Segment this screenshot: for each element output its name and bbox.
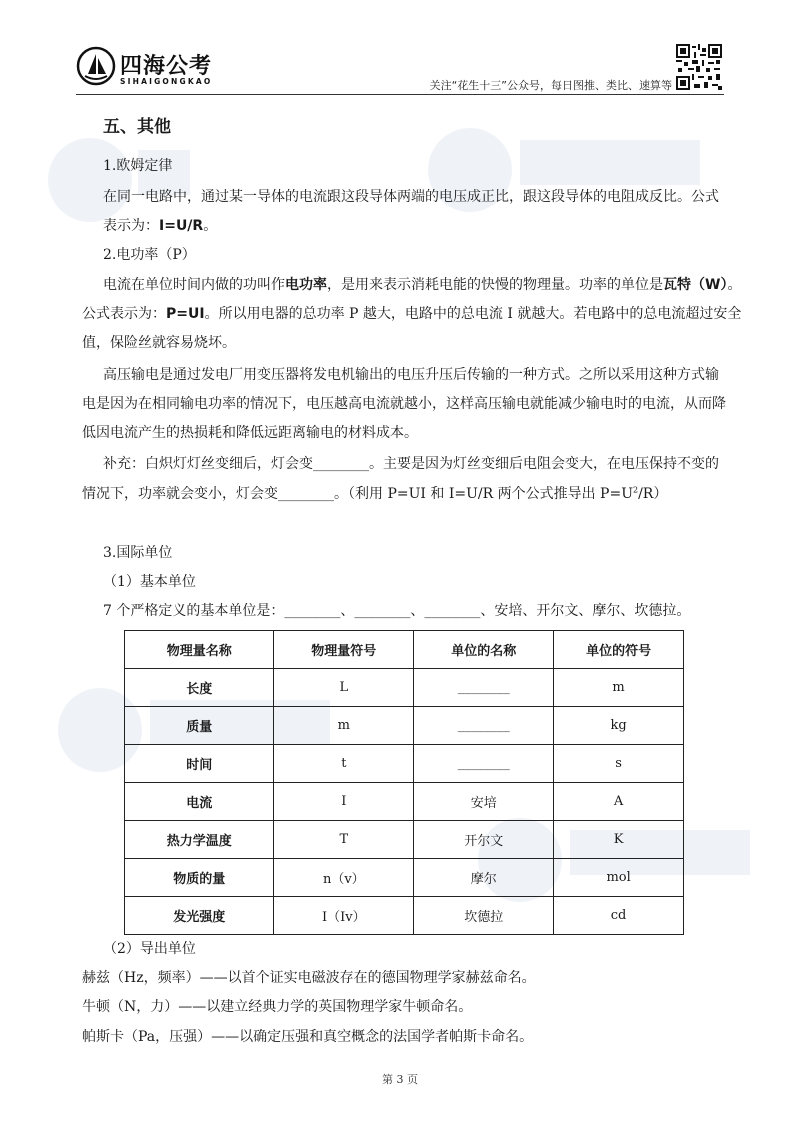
table-cell: T [274, 821, 414, 859]
supplement-superscript: 2 [633, 485, 639, 495]
ohm-paragraph-line [103, 215, 217, 235]
table-cell: 物质的量 [125, 859, 274, 897]
table-cell: n（v） [274, 859, 414, 897]
power-paragraph-line: 值，保险丝就容易烧坏。 [82, 335, 236, 351]
ohm-paragraph-line: 在同一电路中，通过某一导体的电流跟这段导体两端的电压成正比，跟这段导体的电阻成反比。公式 [103, 189, 719, 205]
table-cell: 安培 [414, 783, 554, 821]
table-cell: m [554, 669, 684, 707]
derived-unit-item: 牛顿（N，力）——以建立经典力学的英国物理学家牛顿命名。 [82, 999, 473, 1015]
table-row [125, 897, 684, 935]
power-text: 。所以用电器的总功率 P 越大，电路中的总电流 I 就越大。若电路中的总电流超过安全 [204, 306, 742, 322]
supplement-text: /R） [638, 486, 668, 502]
table-cell: m [274, 707, 414, 745]
supplement-line [82, 483, 667, 503]
power-text: 电流在单位时间内做的功叫作 [103, 277, 285, 293]
table-cell: mol [554, 859, 684, 897]
base-units-table [124, 630, 684, 935]
brand-name: 四海公考 [120, 54, 213, 79]
base-units-title: （1）基本单位 [103, 574, 196, 590]
brand-subtitle: SIHAIGONGKAO [120, 77, 213, 86]
table-header-row [125, 631, 684, 669]
table-row [125, 859, 684, 897]
qr-code-icon [676, 44, 722, 90]
hv-paragraph-line: 电是因为在相同输电功率的情况下，电压越高电流就越小，这样高压输电就能减少输电时的电流，从而降 [82, 396, 726, 412]
power-unit: 瓦特（W） [663, 277, 728, 293]
ohm-formula-suffix: 。 [203, 218, 218, 234]
table-header-cell: 物理量名称 [125, 631, 274, 669]
table-cell: ________ [414, 745, 554, 783]
table-cell: t [274, 745, 414, 783]
power-text: ，是用来表示消耗电能的快慢的物理量。功率的单位是 [327, 277, 663, 293]
table-cell: 发光强度 [125, 897, 274, 935]
table-cell: A [554, 783, 684, 821]
power-paragraph-line [103, 274, 741, 294]
power-title: 2.电功率（P） [103, 247, 196, 263]
supplement-line: 补充：白炽灯灯丝变细后，灯会变________。主要是因为灯丝变细后电阻会变大，在电压保持不变的 [103, 456, 719, 472]
table-row [125, 821, 684, 859]
table-cell: 摩尔 [414, 859, 554, 897]
table-cell: 时间 [125, 745, 274, 783]
base-units-intro: 7 个严格定义的基本单位是：________、________、________、安培、开尔文、摩尔、坎德拉。 [103, 603, 691, 619]
table-row [125, 707, 684, 745]
power-formula: P=UI [166, 306, 205, 322]
hv-paragraph-line: 高压输电是通过发电厂用变压器将发电机输出的电压升压后传输的一种方式。之所以采用这种方式输 [103, 367, 719, 383]
power-paragraph-line [82, 303, 741, 323]
ohm-formula-prefix: 表示为： [103, 218, 159, 234]
table-row [125, 669, 684, 707]
table-cell: 坎德拉 [414, 897, 554, 935]
ohm-formula: I=U/R [159, 218, 204, 234]
table-header-cell: 单位的符号 [554, 631, 684, 669]
header-tagline: 关注“花生十三”公众号，每日图推、类比、速算等 [429, 79, 672, 92]
ohm-title: 1.欧姆定律 [103, 158, 173, 174]
table-cell: kg [554, 707, 684, 745]
derived-unit-item: 赫兹（Hz，频率）——以首个证实电磁波存在的德国物理学家赫兹命名。 [82, 970, 536, 986]
table-header-cell: 单位的名称 [414, 631, 554, 669]
table-row [125, 745, 684, 783]
table-cell: cd [554, 897, 684, 935]
table-cell: 电流 [125, 783, 274, 821]
section-title: 五、其他 [103, 117, 171, 137]
page-number: 第 3 页 [382, 1073, 418, 1086]
power-text: 。 [727, 277, 742, 293]
table-cell: 质量 [125, 707, 274, 745]
brand-logo [76, 46, 246, 92]
watermark-logo [420, 110, 720, 230]
table-cell: 开尔文 [414, 821, 554, 859]
table-cell: L [274, 669, 414, 707]
table-cell: s [554, 745, 684, 783]
power-term: 电功率 [285, 277, 327, 293]
supplement-text: 情况下，功率就会变小，灯会变________。（利用 P=UI 和 I=U/R 两个公式推导出 P=U [82, 486, 633, 502]
table-cell: ________ [414, 707, 554, 745]
header-divider [76, 94, 724, 95]
table-cell: 热力学温度 [125, 821, 274, 859]
table-cell: K [554, 821, 684, 859]
derived-units-title: （2）导出单位 [103, 941, 196, 957]
table-row [125, 783, 684, 821]
table-cell: 长度 [125, 669, 274, 707]
hv-paragraph-line: 低因电流产生的热损耗和降低远距离输电的材料成本。 [82, 425, 418, 441]
table-cell: ________ [414, 669, 554, 707]
si-title: 3.国际单位 [103, 545, 173, 561]
table-cell: I（Iv） [274, 897, 414, 935]
table-cell: I [274, 783, 414, 821]
table-header-cell: 物理量符号 [274, 631, 414, 669]
derived-unit-item: 帕斯卡（Pa，压强）——以确定压强和真空概念的法国学者帕斯卡命名。 [82, 1029, 534, 1045]
sailboat-logo-icon [76, 46, 116, 86]
power-text: 公式表示为： [82, 306, 166, 322]
page-header [0, 0, 800, 100]
